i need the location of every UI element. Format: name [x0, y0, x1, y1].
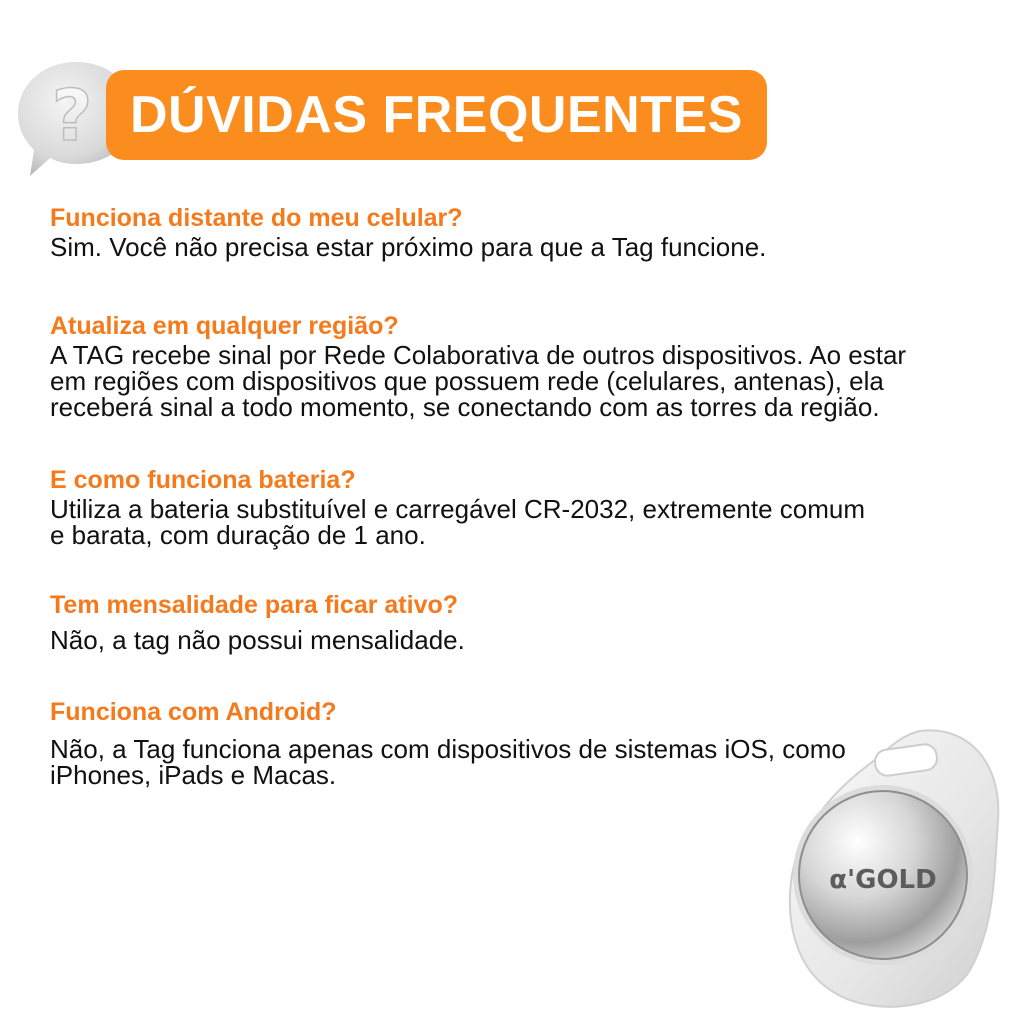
faq-answer-line: Não, a Tag funciona apenas com dispositivos de sistemas iOS, como [50, 734, 846, 764]
faq-item [50, 204, 1010, 260]
faq-question: Tem mensalidade para ficar ativo? [50, 591, 459, 619]
faq-header [14, 54, 774, 184]
faq-question: Atualiza em qualquer região? [50, 312, 399, 340]
faq-answer [50, 496, 1010, 548]
svg-text:?: ? [51, 75, 93, 157]
faq-answer-line: iPhones, iPads e Macas. [50, 760, 337, 790]
faq-item [50, 466, 1010, 548]
faq-answer [50, 342, 1010, 420]
faq-answer [50, 627, 1010, 653]
faq-answer-line: em regiões com dispositivos que possuem rede (celulares, antenas), ela [50, 366, 884, 396]
faq-question: E como funciona bateria? [50, 466, 356, 494]
brand-logo: α'GOLD [829, 865, 937, 895]
faq-question: Funciona com Android? [50, 698, 337, 726]
faq-answer-line: Utiliza a bateria substituível e carregável CR-2032, extremente comum [50, 494, 866, 524]
page-title: DÚVIDAS FREQUENTES [106, 70, 767, 160]
faq-answer-line: A TAG recebe sinal por Rede Colaborativa de outros dispositivos. Ao estar [50, 340, 907, 370]
faq-answer-line: Sim. Você não precisa estar próximo para que a Tag funcione. [50, 232, 767, 262]
faq-answer [50, 234, 1010, 260]
faq-item [50, 312, 1010, 420]
faq-question: Funciona distante do meu celular? [50, 204, 463, 232]
faq-answer-line: e barata, com duração de 1 ano. [50, 520, 426, 550]
tracker-tag-icon [780, 725, 1010, 1015]
faq-answer-line: receberá sinal a todo momento, se conectando com as torres da região. [50, 392, 880, 422]
faq-item [50, 591, 1010, 653]
faq-answer-line: Não, a tag não possui mensalidade. [50, 625, 465, 655]
